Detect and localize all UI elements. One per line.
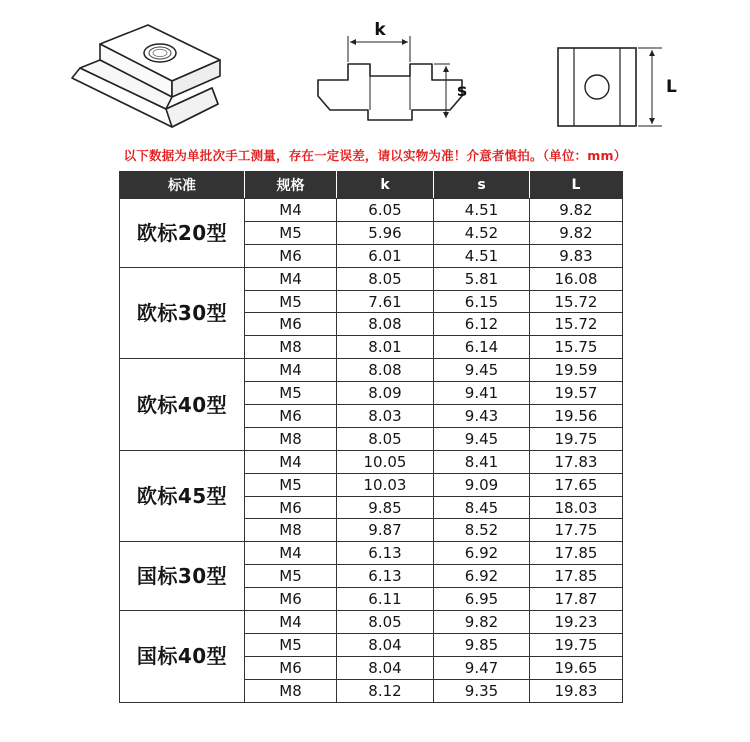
k-cell: 6.01: [337, 244, 434, 267]
k-cell: 8.04: [337, 656, 434, 679]
s-cell: 8.52: [434, 519, 530, 542]
spec-table: [119, 171, 623, 703]
s-cell: 9.47: [434, 656, 530, 679]
size-cell: M6: [245, 313, 337, 336]
k-cell: 9.85: [337, 496, 434, 519]
size-cell: M4: [245, 611, 337, 634]
s-cell: 9.35: [434, 679, 530, 702]
k-cell: 8.05: [337, 267, 434, 290]
s-cell: 6.92: [434, 542, 530, 565]
l-cell: 17.75: [530, 519, 623, 542]
standard-cell: 国标40型: [120, 611, 245, 703]
size-cell: M5: [245, 290, 337, 313]
size-cell: M5: [245, 221, 337, 244]
size-cell: M4: [245, 450, 337, 473]
l-cell: 19.59: [530, 359, 623, 382]
s-cell: 5.81: [434, 267, 530, 290]
table-row: [120, 267, 623, 290]
s-cell: 8.45: [434, 496, 530, 519]
size-cell: M8: [245, 679, 337, 702]
l-cell: 19.75: [530, 633, 623, 656]
s-cell: 4.51: [434, 199, 530, 222]
size-cell: M5: [245, 565, 337, 588]
header-s: s: [434, 172, 530, 199]
k-cell: 8.01: [337, 336, 434, 359]
s-cell: 8.41: [434, 450, 530, 473]
l-cell: 9.82: [530, 221, 623, 244]
size-cell: M6: [245, 496, 337, 519]
k-cell: 8.08: [337, 359, 434, 382]
k-cell: 8.03: [337, 405, 434, 428]
spec-table-header-row: [120, 172, 623, 199]
size-cell: M5: [245, 382, 337, 405]
table-row: [120, 542, 623, 565]
s-cell: 9.85: [434, 633, 530, 656]
size-cell: M8: [245, 336, 337, 359]
s-cell: 9.82: [434, 611, 530, 634]
k-cell: 8.05: [337, 611, 434, 634]
k-cell: 8.09: [337, 382, 434, 405]
l-dimension-label: L: [666, 77, 677, 97]
l-cell: 19.65: [530, 656, 623, 679]
l-cell: 17.87: [530, 588, 623, 611]
table-row: [120, 359, 623, 382]
s-cell: 9.43: [434, 405, 530, 428]
l-cell: 18.03: [530, 496, 623, 519]
s-cell: 6.14: [434, 336, 530, 359]
header-k: k: [337, 172, 434, 199]
measurement-notice: 以下数据为单批次手工测量，存在一定误差，请以实物为准！介意者慎拍。（单位：mm）: [123, 148, 627, 163]
l-cell: 19.56: [530, 405, 623, 428]
k-cell: 8.04: [337, 633, 434, 656]
l-cell: 15.72: [530, 290, 623, 313]
s-cell: 9.09: [434, 473, 530, 496]
k-cell: 6.11: [337, 588, 434, 611]
header-l: L: [530, 172, 623, 199]
standard-cell: 欧标30型: [120, 267, 245, 359]
l-cell: 19.83: [530, 679, 623, 702]
l-cell: 15.75: [530, 336, 623, 359]
l-cell: 17.65: [530, 473, 623, 496]
size-cell: M4: [245, 359, 337, 382]
s-cell: 4.52: [434, 221, 530, 244]
s-cell: 9.45: [434, 359, 530, 382]
k-cell: 6.13: [337, 542, 434, 565]
size-cell: M4: [245, 542, 337, 565]
s-cell: 6.95: [434, 588, 530, 611]
l-cell: 15.72: [530, 313, 623, 336]
table-row: [120, 450, 623, 473]
size-cell: M5: [245, 473, 337, 496]
standard-cell: 欧标40型: [120, 359, 245, 451]
l-cell: 17.85: [530, 565, 623, 588]
k-cell: 10.03: [337, 473, 434, 496]
k-cell: 5.96: [337, 221, 434, 244]
table-row: [120, 199, 623, 222]
s-cell: 4.51: [434, 244, 530, 267]
standard-cell: 欧标45型: [120, 450, 245, 542]
standard-cell: 国标30型: [120, 542, 245, 611]
l-cell: 17.85: [530, 542, 623, 565]
s-cell: 6.12: [434, 313, 530, 336]
t-nut-front-view-figure: [300, 0, 480, 140]
size-cell: M5: [245, 633, 337, 656]
size-cell: M6: [245, 588, 337, 611]
l-cell: 9.82: [530, 199, 623, 222]
k-dimension-label: k: [374, 20, 386, 40]
spec-table-body: [120, 199, 623, 703]
size-cell: M4: [245, 267, 337, 290]
size-cell: M8: [245, 427, 337, 450]
t-nut-top-view-figure: [540, 0, 680, 140]
k-cell: 7.61: [337, 290, 434, 313]
k-cell: 10.05: [337, 450, 434, 473]
header-size: 规格: [245, 172, 337, 199]
k-cell: 8.12: [337, 679, 434, 702]
k-cell: 8.08: [337, 313, 434, 336]
l-cell: 17.83: [530, 450, 623, 473]
table-row: [120, 611, 623, 634]
s-cell: 9.41: [434, 382, 530, 405]
l-cell: 9.83: [530, 244, 623, 267]
size-cell: M8: [245, 519, 337, 542]
size-cell: M6: [245, 656, 337, 679]
size-cell: M6: [245, 244, 337, 267]
k-cell: 8.05: [337, 427, 434, 450]
l-cell: 19.57: [530, 382, 623, 405]
k-cell: 9.87: [337, 519, 434, 542]
standard-cell: 欧标20型: [120, 199, 245, 268]
size-cell: M4: [245, 199, 337, 222]
s-cell: 9.45: [434, 427, 530, 450]
size-cell: M6: [245, 405, 337, 428]
s-cell: 6.92: [434, 565, 530, 588]
k-cell: 6.13: [337, 565, 434, 588]
s-dimension-label: s: [456, 81, 468, 101]
k-cell: 6.05: [337, 199, 434, 222]
s-cell: 6.15: [434, 290, 530, 313]
t-nut-isometric-figure: [60, 0, 230, 140]
l-cell: 19.23: [530, 611, 623, 634]
l-cell: 19.75: [530, 427, 623, 450]
header-standard: 标准: [120, 172, 245, 199]
l-cell: 16.08: [530, 267, 623, 290]
